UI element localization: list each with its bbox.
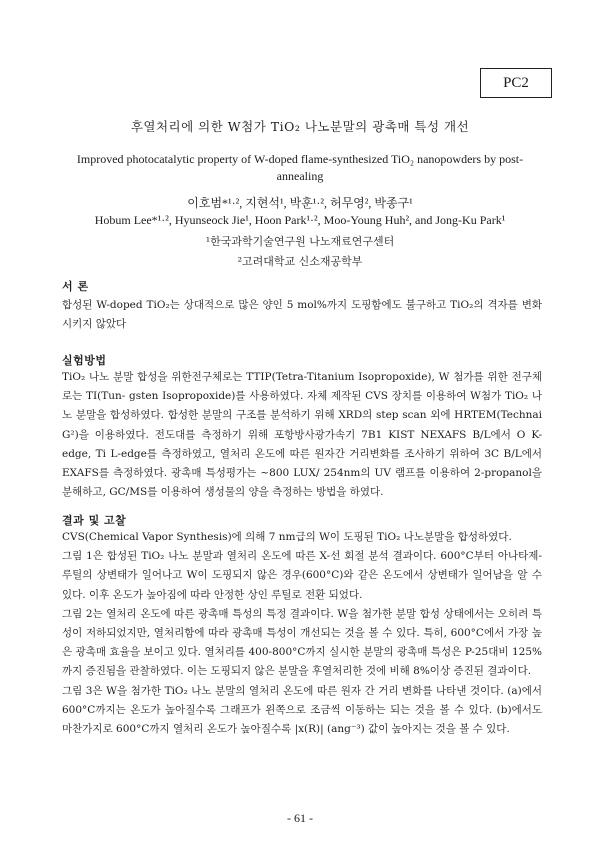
paragraph: 그림 2는 열처리 온도에 따른 광촉매 특성의 특정 결과이다. W을 첨가한 분말 합성 상태에서는 오히려 특성이 저하되었지만, 열처리함에 따라 광촉매 특성이 개선되는 것을 볼 수 있다. 특히, 600°C에서 가장 높은 광촉매 효율을 보이고 있다. 열처리를 400-800°C까지 실시한 분말의 광촉매 특성은 P-25대비 125%까지 증진됨을 관찰하였다. 이는 도핑되지 않은 분말을 후열처리한 것에 비해 8%이상 증진된 결과이다. [62,607,542,678]
section-body-introduction [62,296,542,334]
paragraph: TiO₂ 나노 분말 합성을 위한전구체로는 TTIP(Tetra-Titanium Isopropoxide), W 첨가를 위한 전구체로는 TI(Tun- gsten Isopropoxide)를 사용하였다. 자체 제작된 CVS 장치를 이용하여 W첨가 TiO₂ 나노 분말을 합성하였다. 합성한 분말의 구조를 분석하기 위해 XRD의 step scan 외에 HRTEM(Technai G²)을 이용하였다. 전도대를 측정하기 위해 포항방사광가속기 7B1 KIST NEXAFS B/L에서 O K-edge, Ti L-edge를 측정하였고, 열처리 온도에 따른 원자간 거리변화를 조사하기 위하여 3C B/L에서 EXAFS를 측정하였다. 광촉매 특성평가는 ~800 LUX/ 254nm의 UV 램프를 이용하여 2-propanol을 분해하고, GC/MS를 이용하여 생성물의 양을 측정하는 방법을 하였다. [62,371,542,499]
authors-korean: 이호범*¹·², 지현석¹, 박훈¹·², 허무영², 박종구¹ [187,196,413,210]
title-english: Improved photocatalytic property of W-doped flame-synthesized TiO₂ nanopowders by post-annealing [76,152,524,183]
paragraph: 합성된 W-doped TiO₂는 상대적으로 많은 양인 5 mol%까지 도핑함에도 불구하고 TiO₂의 격자를 변화시키지 않았다 [62,299,542,331]
section-heading-methods: 실험방법 [62,354,107,367]
affiliation-2: ²고려대학교 신소재공학부 [237,255,363,268]
paragraph: 그림 3은 W을 첨가한 TiO₂ 나노 분말의 열처리 온도에 따른 원자 간 거리 변화를 나타낸 것이다. (a)에서 600°C까지는 온도가 높아질수록 그래프가 왼쪽으로 조금씩 이동하는 되는 것을 볼 수 있다. (b)에서도 마찬가지로 600°C까지 열처리 온도가 높아질수록 |x(R)| (ang⁻³) 값이 높아지는 것을 볼 수 있다. [62,684,542,736]
section-heading-introduction: 서 론 [62,280,89,293]
page-number: - 61 - [287,811,313,825]
section-body-results [62,528,542,739]
section-heading-results: 결과 및 고찰 [62,514,127,527]
title-korean: 후열처리에 의한 W첨가 TiO₂ 나노분말의 광촉매 특성 개선 [130,119,470,134]
section-body-methods [62,368,542,502]
authors-english: Hobum Lee*¹·², Hyunseock Jie¹, Hoon Park¹·², Moo-Young Huh², and Jong-Ku Park¹ [94,213,506,227]
paragraph: 그림 1은 합성된 TiO₂ 나노 분말과 열처리 온도에 따른 X-선 회절 분석 결과이다. 600°C부터 아나타제-루틸의 상변태가 일어나고 W이 도핑되지 않은 경우(600°C)와 같은 온도에서 상변태가 일어남을 알 수 있다. 이후 온도가 높아짐에 따라 안정한 상인 루틸로 전환 되었다. [62,550,542,601]
paper-code-box: PC2 [480,68,552,98]
paragraph: CVS(Chemical Vapor Synthesis)에 의해 7 nm급의 W이 도핑된 TiO₂ 나노분말을 합성하였다. [62,531,512,543]
affiliation-1: ¹한국과학기술연구원 나노재료연구센터 [205,235,395,248]
